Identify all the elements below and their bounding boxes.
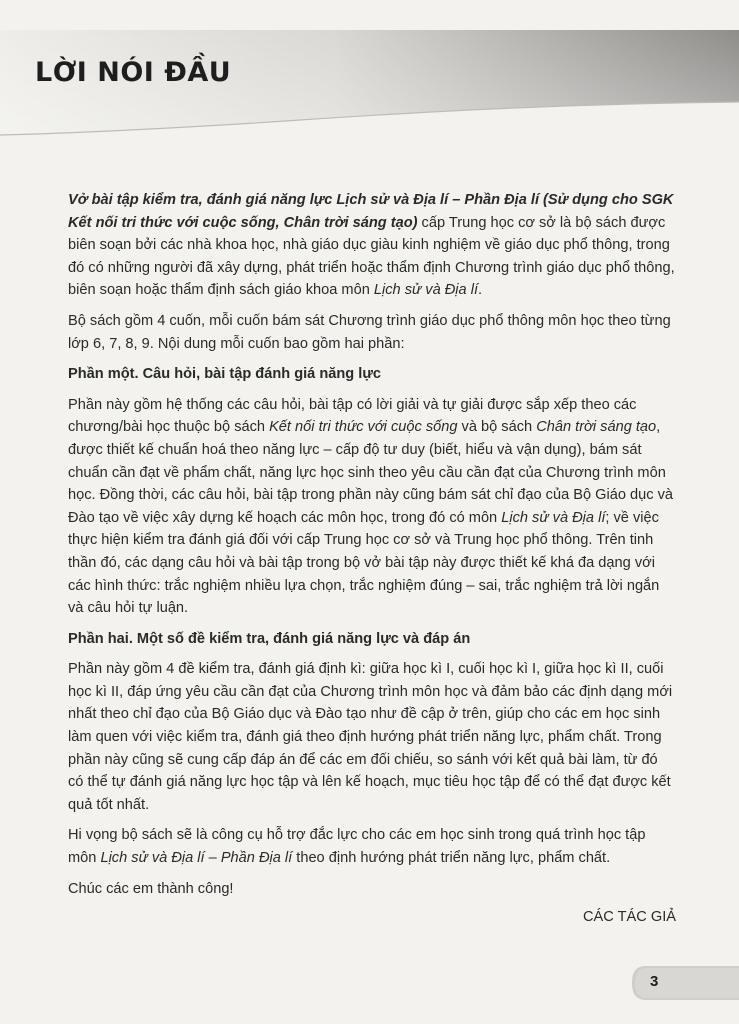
preface-body: [68, 189, 676, 937]
page-number-tab: [632, 966, 739, 1000]
closing-paragraph: [68, 824, 676, 869]
part1-series-1: Kết nối tri thức với cuộc sống: [269, 419, 458, 436]
part1-text-1: Phần này gồm hệ thống các câu hỏi, bài tập có lời giải và tự giải được sắp xếp theo các chương/bài học thuộc bộ sách: [68, 396, 637, 436]
intro-paragraph: [68, 189, 676, 302]
part1-text-2: và bộ sách: [457, 419, 537, 436]
closing-text-2: theo định hướng phát triển năng lực, phẩm chất.: [292, 850, 611, 867]
page-number: 3: [650, 973, 659, 990]
book-title: Vở bài tập kiểm tra, đánh giá năng lực Lịch sử và Địa lí – Phần Địa lí (Sử dụng cho SGK Kết nối tri thức với cuộc sống, Chân trời sáng tạo): [68, 192, 674, 231]
structure-paragraph: Bộ sách gồm 4 cuốn, mỗi cuốn bám sát Chương trình giáo dục phổ thông môn học theo từng lớp 6, 7, 8, 9. Nội dung mỗi cuốn bao gồm hai phần:: [68, 312, 671, 352]
closing-subject: Lịch sử và Địa lí – Phần Địa lí: [100, 850, 293, 867]
intro-text-b: .: [478, 282, 483, 299]
part1-text-4: ; về việc thực hiện kiểm tra đánh giá đối với cấp Trung học cơ sở và Trung học phổ thông. Trên tinh thần đó, các dạng câu hỏi và bài tập trong bộ vở bài tập này được thiết kế khá đa dạng với các hình thức: trắc nghiệm nhiều lựa chọn, trắc nghiệm đúng – sai, trắc nghiệm trả lời ngắn và câu hỏi tự luận.: [68, 509, 660, 617]
intro-text-a: cấp Trung học cơ sở là bộ sách được biên soạn bởi các nhà khoa học, nhà giáo dục giàu kinh nghiệm về giáo dục phổ thông, trong đó có những người đã xây dựng, phát triển hoặc thẩm định Chương trình giáo dục phổ thông, biên soạn hoặc thẩm định sách giáo khoa môn: [68, 214, 675, 299]
part1-heading: Phần một. Câu hỏi, bài tập đánh giá năng lực: [68, 366, 382, 383]
signature: CÁC TÁC GIẢ: [583, 909, 676, 926]
part1-paragraph: [68, 394, 676, 620]
closing-text-1: Hi vọng bộ sách sẽ là công cụ hỗ trợ đắc lực cho các em học sinh trong quá trình học tập môn: [68, 827, 646, 867]
part1-subject: Lịch sử và Địa lí: [501, 509, 606, 526]
part1-series-2: Chân trời sáng tạo: [536, 419, 657, 436]
part2-paragraph: Phần này gồm 4 đề kiểm tra, đánh giá định kì: giữa học kì I, cuối học kì I, giữa học kì II, cuối học kì II, đáp ứng yêu cầu cần đạt của Chương trình môn học và đảm bảo các định dạng mới nhất theo chỉ đạo của Bộ Giáo dục và Đào tạo như đề cập ở trên, giúp cho các em học sinh làm quen với việc kiểm tra, đánh giá theo định hướng phát triển năng lực, phẩm chất. Trong phần này cũng sẽ cung cấp đáp án để các em đối chiếu, so sánh với kết quả bài làm, từ đó có thể tự đánh giá năng lực học tập và lên kế hoạch, mục tiêu học tập để có thể đạt được kết quả tốt nhất.: [68, 661, 673, 813]
wish-line: Chúc các em thành công!: [68, 880, 234, 897]
intro-subject: Lịch sử và Địa lí: [373, 282, 479, 299]
page-title: LỜI NÓI ĐẦU: [35, 57, 232, 88]
part1-text-3: , được thiết kế chuẩn hoá theo năng lực – cấp độ tư duy (biết, hiểu và vận dụng), bám sát chuẩn cần đạt về phẩm chất, năng lực học sinh theo yêu cầu cần đạt của Chương trình môn học. Đồng thời, các câu hỏi, bài tập trong phần này cũng bám sát chỉ đạo của Bộ Giáo dục và Đào tạo về việc xây dựng kế hoạch các môn học, trong đó có môn: [68, 419, 674, 526]
part2-heading: Phần hai. Một số đề kiểm tra, đánh giá năng lực và đáp án: [68, 630, 471, 647]
